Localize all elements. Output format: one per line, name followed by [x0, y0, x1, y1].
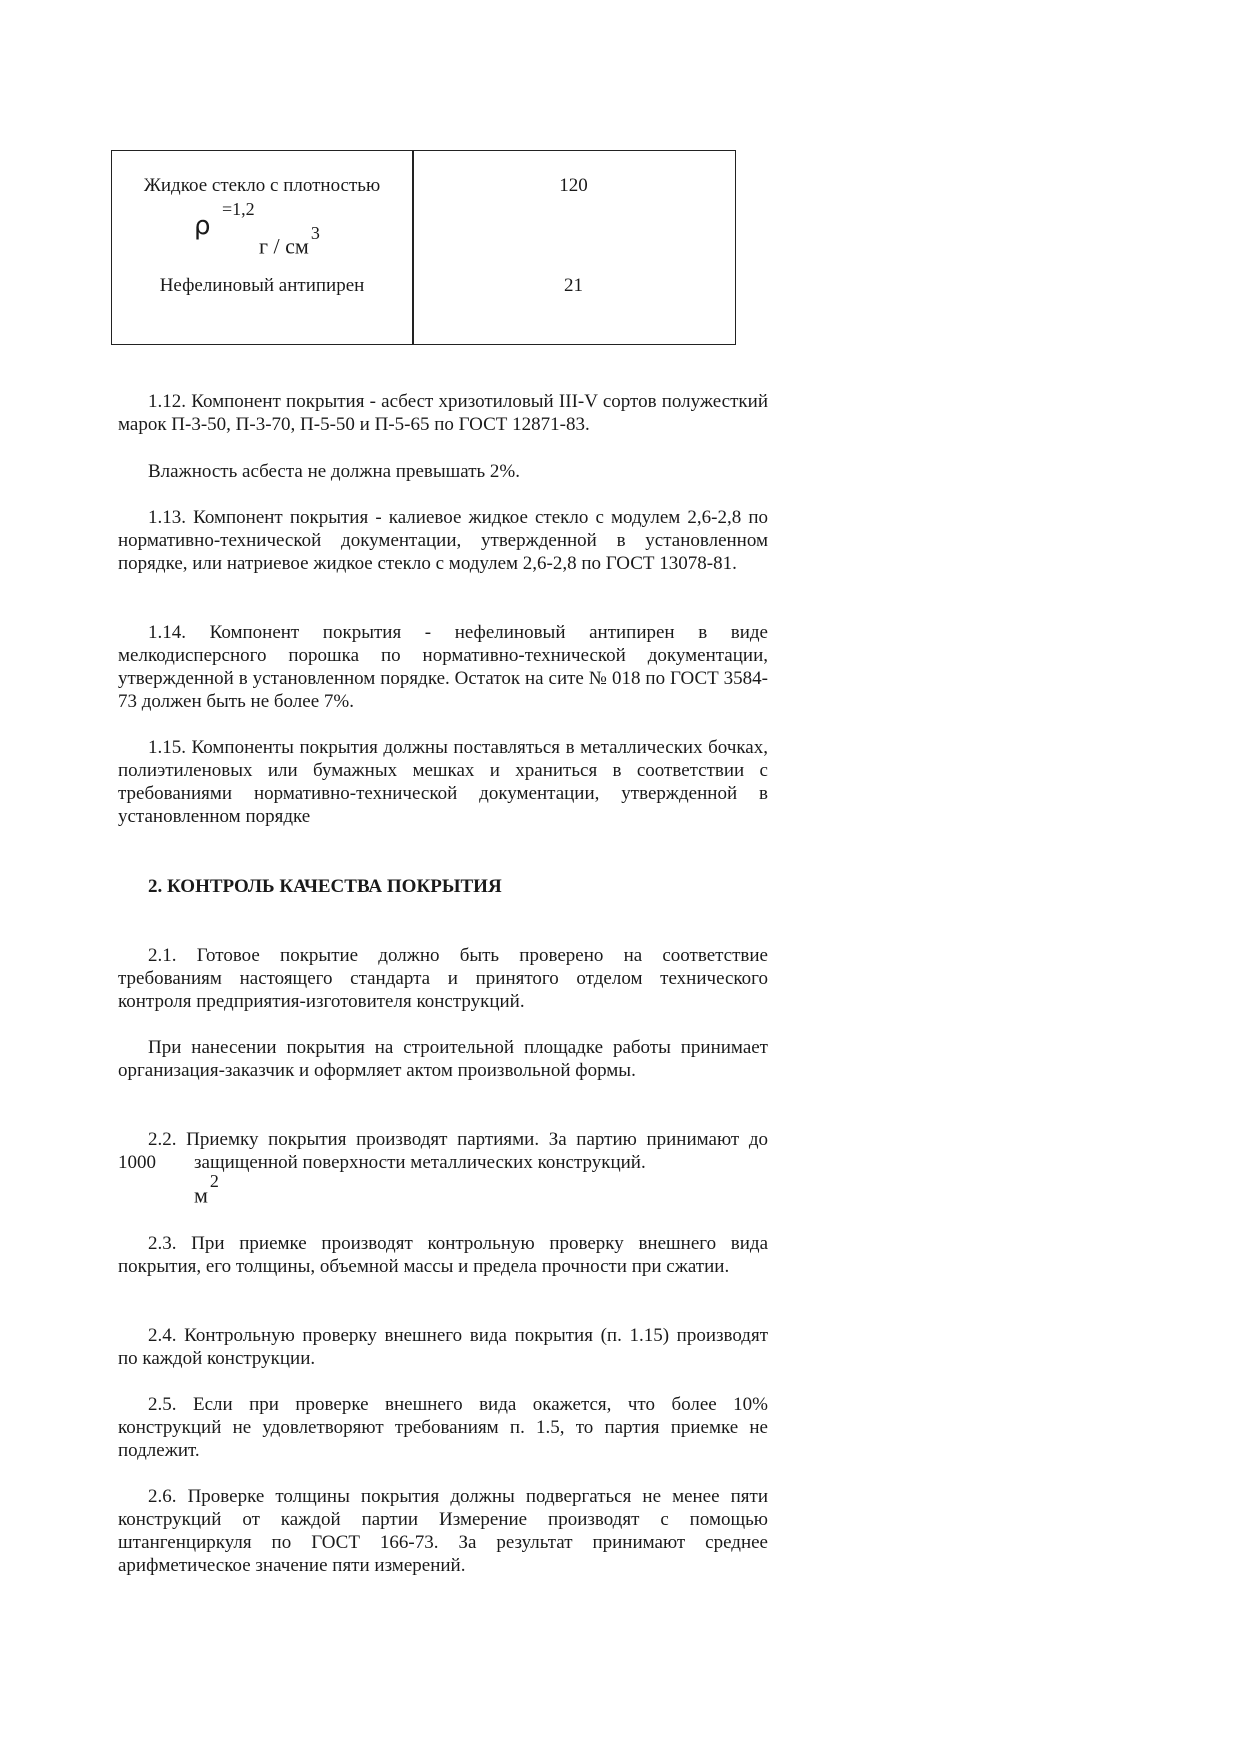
paragraph-1-14: 1.14. Компонент покрытия - нефелиновый антипирен в виде мелкодисперсного порошка по нормативно-технической документации, утвержденной в установленном порядке. Остаток на сите № 018 по ГОСТ 3584-73 должен быть не более 7%. — [118, 622, 768, 712]
paragraph-site-acceptance: При нанесении покрытия на строительной площадке работы принимает организация-заказчик и оформляет актом произвольной формы. — [118, 1037, 768, 1081]
square-meter-unit — [194, 1171, 219, 1208]
square-meter-exponent: 2 — [209, 1171, 219, 1191]
paragraph-1-15: 1.15. Компоненты покрытия должны поставляться в металлических бочках, полиэтиленовых или бумажных мешках и храниться в соответствии с требованиями нормативно-технической документации, утвержденной в установленном порядке — [118, 737, 768, 827]
paragraph-2-1: 2.1. Готовое покрытие должно быть проверено на соответствие требованиям настоящего стандарта и принятого отделом технического контроля предприятия-изготовителя конструкций. — [118, 945, 768, 1012]
paragraph-2-2: 2.2. Приемку покрытия производят партиями. За партию принимают до 1000 защищенной поверхности металлических конструкций. — [118, 1129, 773, 1173]
density-unit-exponent: 3 — [310, 223, 320, 243]
table-cell-label: Жидкое стекло с плотностью — [143, 175, 381, 196]
density-unit — [259, 223, 320, 259]
components-table — [111, 150, 736, 345]
square-meter-text: м — [194, 1182, 208, 1208]
paragraph-2-5: 2.5. Если при проверке внешнего вида окажется, что более 10% конструкций не удовлетворяют требованиям п. 1.5, то партия приемке не подлежит. — [118, 1394, 768, 1461]
paragraph-1-13: 1.13. Компонент покрытия - калиевое жидкое стекло с модулем 2,6-2,8 по нормативно-технической документации, утвержденной в установленном порядке, или натриевое жидкое стекло с модулем 2,6-2,8 по ГОСТ 13078-81. — [118, 507, 768, 574]
rho-symbol: ρ — [194, 211, 211, 241]
paragraph-2-6: 2.6. Проверке толщины покрытия должны подвергаться не менее пяти конструкций от каждой партии Измерение производят с помощью штангенциркуля по ГОСТ 166-73. За результат принимают среднее арифметическое значение пяти измерений. — [118, 1486, 768, 1576]
table-cell-value: 21 — [564, 275, 583, 296]
density-value: =1,2 — [222, 199, 255, 219]
paragraph-moisture: Влажность асбеста не должна превышать 2%. — [148, 461, 521, 482]
density-unit-text: г / см — [259, 233, 309, 259]
paragraph-2-4: 2.4. Контрольную проверку внешнего вида покрытия (п. 1.15) производят по каждой конструкции. — [118, 1325, 768, 1369]
table-cell-value: 120 — [559, 175, 588, 196]
section-heading: 2. КОНТРОЛЬ КАЧЕСТВА ПОКРЫТИЯ — [148, 876, 502, 897]
paragraph-2-3: 2.3. При приемке производят контрольную проверку внешнего вида покрытия, его толщины, объемной массы и предела прочности при сжатии. — [118, 1233, 768, 1277]
table-cell-label: Нефелиновый антипирен — [159, 275, 365, 296]
paragraph-1-12: 1.12. Компонент покрытия - асбест хризотиловый III-V сортов полужесткий марок П-3-50, П-3-70, П-5-50 и П-5-65 по ГОСТ 12871-83. — [118, 391, 768, 435]
